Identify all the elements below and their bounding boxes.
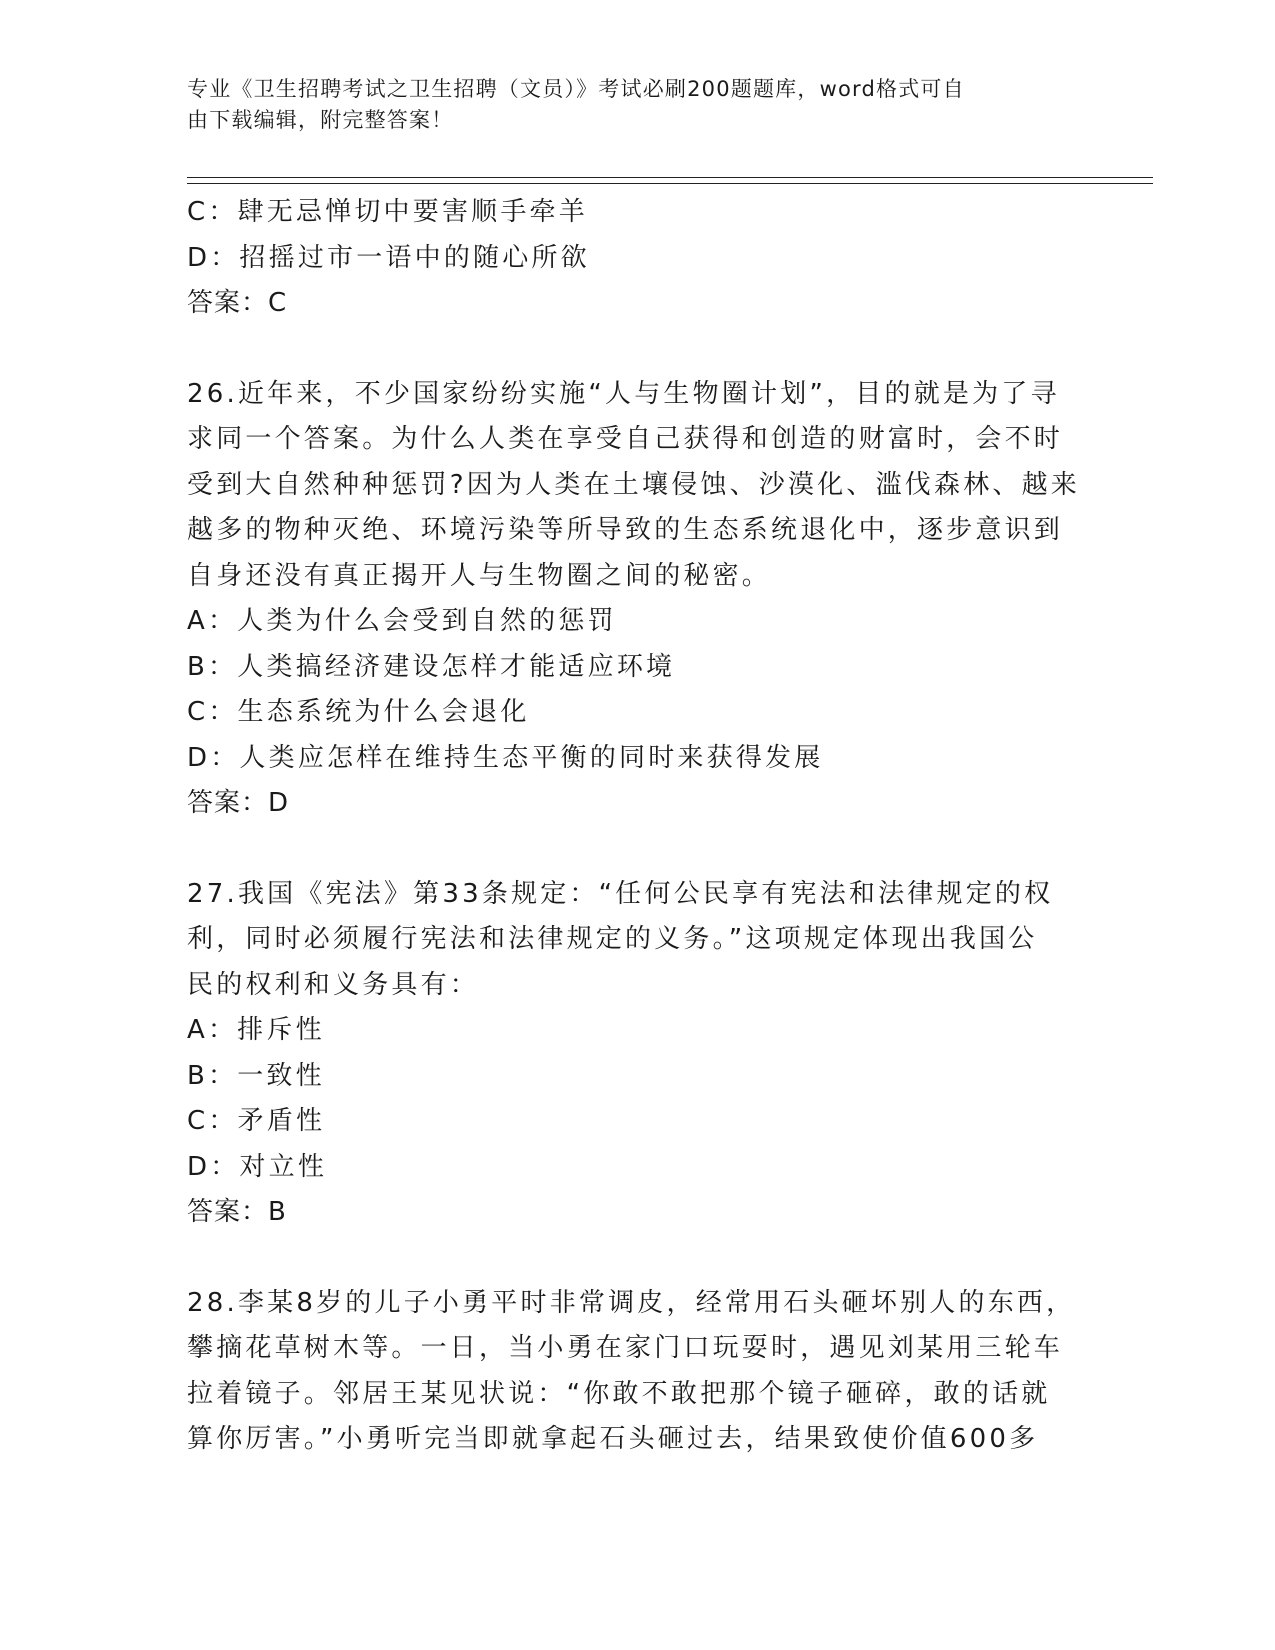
header-line-2: 由下载编辑，附完整答案！ [187, 108, 454, 132]
answer-line: 答案：C [187, 288, 288, 318]
header-line-1: 专业《卫生招聘考试之卫生招聘（文员）》考试必刷200题题库，word格式可自 [187, 77, 965, 101]
option-a: A：人类为什么会受到自然的惩罚 [187, 606, 617, 636]
answer-line: 答案：D [187, 788, 290, 818]
question-stem-line: 求同一个答案。为什么人类在享受自己获得和创造的财富时，会不时 [187, 424, 1064, 454]
question-stem-line: 算你厉害。”小勇听完当即就拿起石头砸过去，结果致使价值600多 [187, 1424, 1039, 1454]
question-stem-line: 民的权利和义务具有： [187, 969, 480, 1000]
question-28 [187, 1281, 1076, 1463]
question-26 [187, 372, 1081, 827]
header-divider-bottom [187, 183, 1153, 184]
option-c: C：矛盾性 [187, 1106, 326, 1136]
question-stem-line: 自身还没有真正揭开人与生物圈之间的秘密。 [187, 560, 772, 591]
question-stem-line: 28.李某8岁的儿子小勇平时非常调皮，经常用石头砸坏别人的东西， [187, 1287, 1076, 1318]
answer-line: 答案：B [187, 1197, 287, 1227]
question-stem-line: 利，同时必须履行宪法和法律规定的义务。”这项规定体现出我国公 [187, 924, 1038, 954]
option-d: D：人类应怎样在维持生态平衡的同时来获得发展 [187, 742, 824, 773]
question-stem-line: 攀摘花草树木等。一日，当小勇在家门口玩耍时，遇见刘某用三轮车 [187, 1333, 1064, 1363]
option-b: B：一致性 [187, 1060, 325, 1091]
document-header [187, 74, 1067, 136]
option-a: A：排斥性 [187, 1015, 325, 1045]
question-stem-line: 26.近年来，不少国家纷纷实施“人与生物圈计划”，目的就是为了寻 [187, 378, 1060, 409]
question-stem-line: 27.我国《宪法》第33条规定：“任何公民享有宪法和法律规定的权 [187, 878, 1054, 909]
document-body [187, 190, 1081, 1463]
option-d: D：招摇过市一语中的随心所欲 [187, 242, 590, 273]
option-d: D：对立性 [187, 1151, 328, 1182]
question-stem-line: 拉着镜子。邻居王某见状说：“你敢不敢把那个镜子砸碎，敢的话就 [187, 1378, 1051, 1409]
option-c: C：肆无忌惮切中要害顺手牵羊 [187, 197, 588, 227]
option-c: C：生态系统为什么会退化 [187, 697, 530, 727]
previous-question-tail [187, 190, 1067, 327]
question-27 [187, 872, 1067, 1236]
header-divider-top [187, 177, 1153, 178]
question-stem-line: 受到大自然种种惩罚?因为人类在土壤侵蚀、沙漠化、滥伐森林、越来 [187, 469, 1081, 500]
question-stem-line: 越多的物种灭绝、环境污染等所导致的生态系统退化中，逐步意识到 [187, 515, 1064, 545]
option-b: B：人类搞经济建设怎样才能适应环境 [187, 651, 676, 682]
